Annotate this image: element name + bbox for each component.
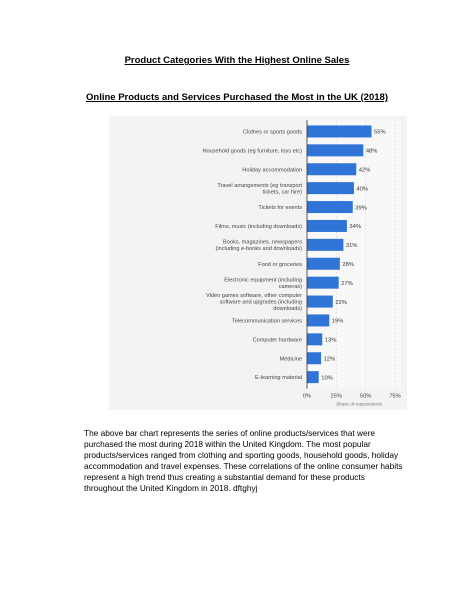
value-label-5: 34% [349, 224, 362, 231]
x-tick-label-0: 0% [302, 393, 312, 400]
bar-5 [307, 220, 347, 232]
bar-8 [307, 277, 339, 289]
category-label-3-0: Travel arrangements (eg transport [217, 182, 302, 189]
bar-0 [307, 125, 372, 137]
chart-heading: Online Products and Services Purchased the Most in the UK (2018) [86, 92, 388, 103]
value-label-2: 42% [358, 167, 371, 174]
value-label-12: 12% [323, 356, 336, 363]
bar-13 [307, 371, 319, 383]
category-label-3-1: tickets, car hire) [262, 189, 302, 196]
category-label-5-0: Films, music (including downloads) [215, 223, 302, 230]
plot-area [307, 120, 401, 389]
x-tick-label-3: 75% [389, 393, 401, 400]
value-label-9: 22% [335, 299, 347, 306]
value-label-13: 10% [321, 375, 333, 382]
category-label-9-1: software and upgrades (including [219, 299, 302, 306]
description-paragraph: The above bar chart represents the series of online products/services that were purchased the most during 2018 within the United Kingdom. The most popular products/services ranged from clothing and sporting goods, household goods, holiday accommodation and travel expenses. These correlations of the online consumer habits represent a high trend thus creating a substantial demand for these products throughout the United Kingdom in 2018. dftghyj [84, 428, 403, 493]
category-label-0-0: Clothes or sports goods [242, 129, 302, 136]
category-label-4-0: Tickets for events [258, 205, 302, 212]
value-label-0: 55% [374, 129, 386, 136]
bar-1 [307, 144, 363, 156]
value-label-6: 31% [345, 243, 358, 250]
bar-6 [307, 239, 343, 251]
category-label-10-0: Telecommunication services [232, 318, 302, 325]
bar-3 [307, 182, 354, 194]
bar-4 [307, 201, 353, 213]
category-label-8-0: Electronic equipment (including [224, 277, 302, 284]
value-label-3: 40% [356, 186, 369, 193]
category-label-13-0: E-learning material [255, 375, 302, 382]
value-label-7: 28% [342, 261, 354, 268]
x-tick-label-1: 25% [330, 393, 343, 400]
bar-2 [307, 163, 356, 175]
bar-10 [307, 314, 329, 326]
category-label-7-0: Food or groceries [258, 261, 302, 268]
category-label-6-1: (including e-books and downloads) [215, 246, 302, 253]
x-axis-title: Share of respondents [336, 402, 382, 408]
x-tick-label-2: 50% [359, 393, 372, 400]
category-label-9-0: Video games software, other computer [206, 293, 302, 300]
value-label-1: 48% [365, 148, 378, 155]
value-label-4: 39% [355, 205, 367, 212]
category-label-1-0: Household goods (eg furniture, toys etc) [202, 148, 302, 155]
bar-12 [307, 352, 321, 364]
bar-7 [307, 258, 340, 270]
value-label-11: 13% [324, 337, 337, 344]
category-label-9-2: downloads) [273, 305, 302, 312]
value-label-8: 27% [341, 280, 353, 287]
value-label-10: 19% [331, 318, 344, 325]
category-label-6-0: Books, magazines, newspapers [223, 239, 302, 246]
bar-11 [307, 333, 322, 345]
category-label-12-0: Medicine [279, 356, 302, 363]
bar-9 [307, 296, 333, 308]
category-label-2-0: Holiday accommodation [242, 167, 302, 174]
category-label-8-1: cameras) [278, 283, 302, 290]
document-title: Product Categories With the Highest Online Sales [124, 55, 350, 66]
category-label-11-0: Computer hardware [252, 337, 302, 344]
chart-panel [109, 116, 407, 410]
bar-chart [109, 116, 407, 410]
